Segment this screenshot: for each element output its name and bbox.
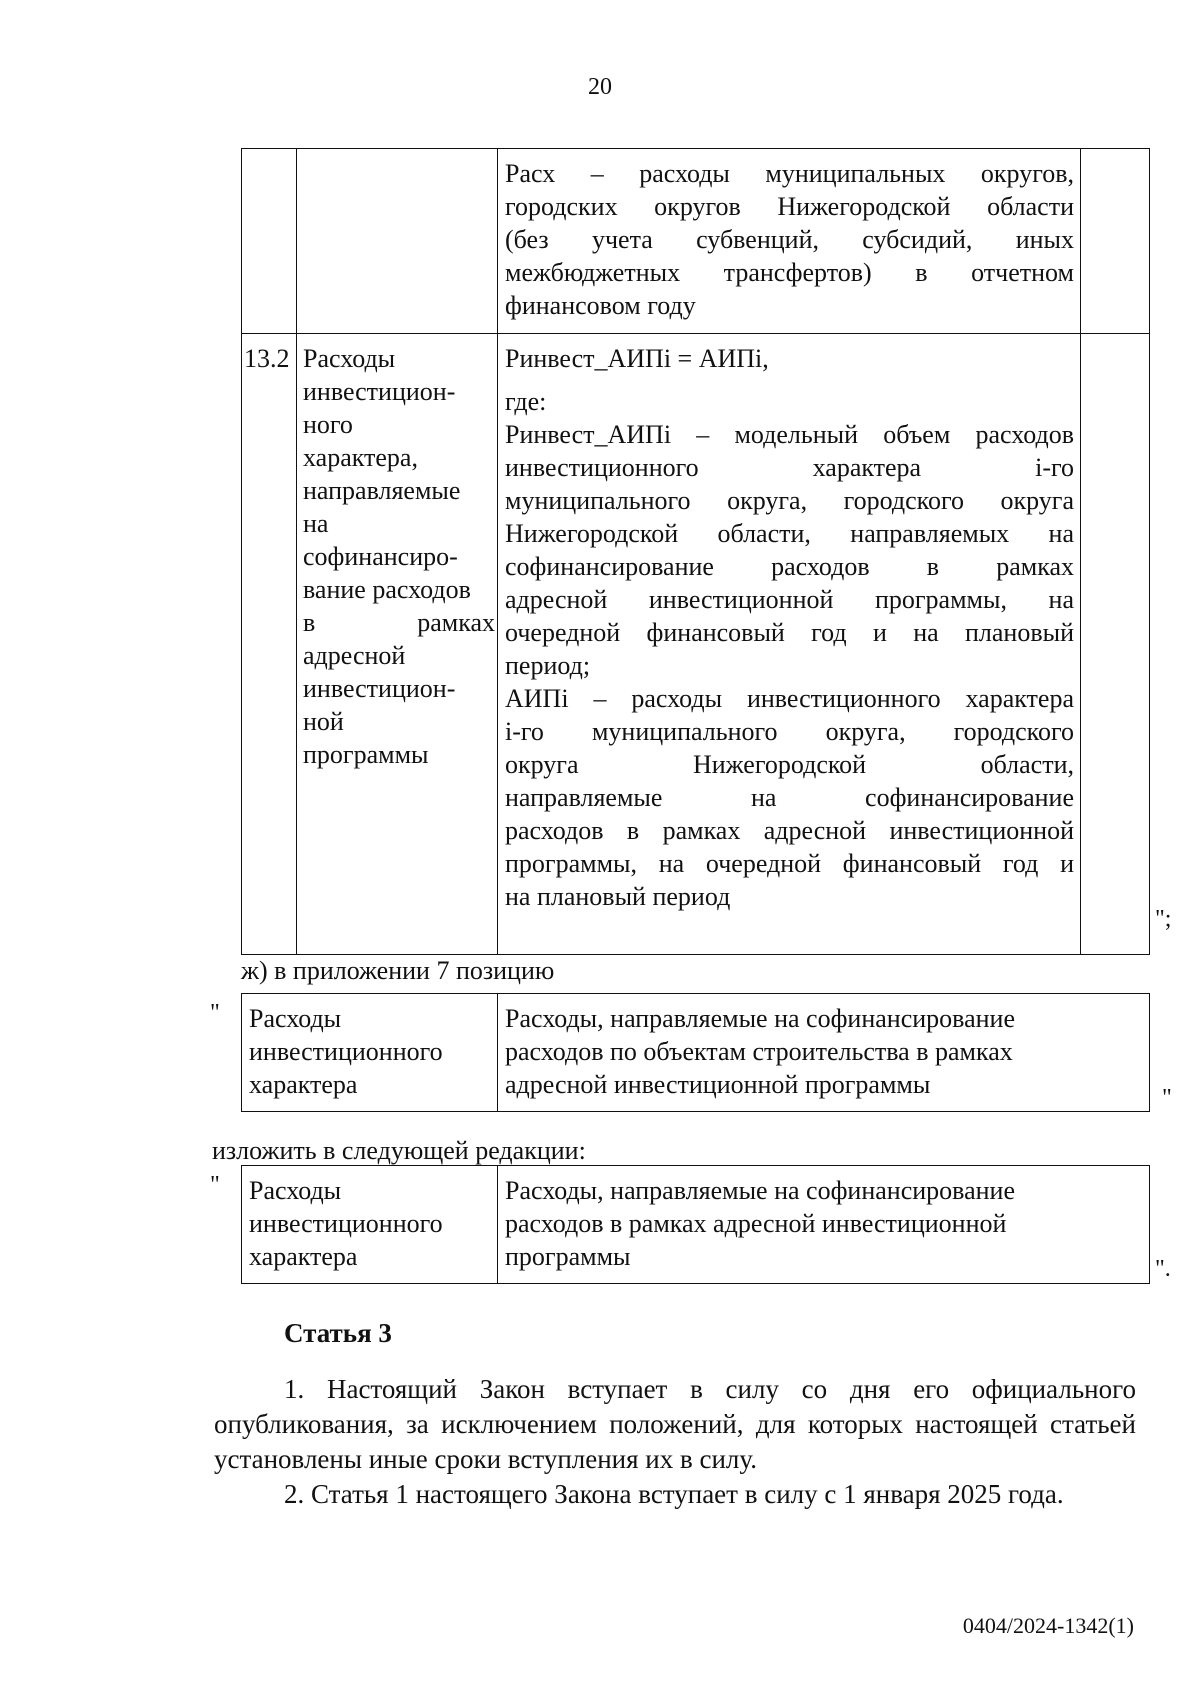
description-line: (без учета субвенций, субсидий, иных	[505, 225, 1074, 254]
name-line: Расходы	[303, 344, 396, 373]
description-line: инвестиционного характера i-го	[505, 453, 1074, 482]
description-line: расходов в рамках адресной инвестиционной	[505, 816, 1074, 845]
description-line: адресной инвестиционной программы, на	[505, 585, 1074, 614]
close-quote-mark: ";	[1155, 906, 1172, 932]
name-line: характера	[249, 1242, 358, 1271]
description-line: расходов в рамках адресной инвестиционной	[505, 1209, 1007, 1238]
description-line: финансовом году	[505, 291, 696, 320]
description-line: где:	[505, 387, 547, 416]
article-title: Статья 3	[284, 1318, 392, 1348]
paragraph-zh: ж) в приложении 7 позицию	[241, 956, 555, 985]
row-number-cell: 13.2	[242, 334, 297, 955]
description-line: межбюджетных трансфертов) в отчетном	[505, 258, 1074, 287]
description-line: АИПi – расходы инвестиционного характера	[505, 684, 1074, 713]
description-line: очередной финансовый год и на плановый	[505, 618, 1074, 647]
close-quote-mark: "	[1162, 1085, 1172, 1111]
name-line: в рамках	[303, 608, 495, 637]
new-position-table	[241, 1165, 1150, 1284]
paragraph-new-edition: изложить в следующей редакции:	[212, 1136, 586, 1165]
name-line: характера,	[303, 443, 418, 472]
position-description-cell	[498, 994, 1150, 1112]
description-line: Расх – расходы муниципальных округов,	[505, 159, 1074, 188]
amendment-table	[241, 148, 1150, 955]
description-line: Расходы, направляемые на софинансирование	[505, 1176, 1016, 1205]
name-line: адресной	[303, 641, 406, 670]
name-line: программы	[303, 740, 429, 769]
row-number-cell	[242, 149, 297, 334]
name-line: ной	[303, 707, 344, 736]
description-line: программы	[505, 1242, 631, 1271]
description-line: на плановый период	[505, 882, 731, 911]
description-line: адресной инвестиционной программы	[505, 1070, 931, 1099]
table-row	[242, 149, 1150, 334]
document-code: 0404/2024-1342(1)	[962, 1613, 1134, 1638]
description-line: округа Нижегородской области,	[505, 750, 1074, 779]
position-name-cell	[242, 1166, 498, 1284]
formula: Ринвест_АИПi = АИПi,	[505, 344, 769, 373]
article-body	[214, 1372, 1136, 1512]
name-line: ного	[303, 410, 353, 439]
description-line: Нижегородской области, направляемых на	[505, 519, 1074, 548]
name-line: на	[303, 509, 329, 538]
description-line: городских округов Нижегородской области	[505, 192, 1074, 221]
row-name-cell	[297, 149, 498, 334]
row-name-cell	[297, 334, 498, 955]
open-quote-mark: "	[210, 1172, 220, 1198]
name-line: инвестиционного	[249, 1209, 443, 1238]
position-name-cell	[242, 994, 498, 1112]
description-line: программы, на очередной финансовый год и	[505, 849, 1074, 878]
row-extra-cell	[1081, 149, 1150, 334]
description-line: софинансирование расходов в рамках	[505, 552, 1074, 581]
row-description-cell	[498, 149, 1081, 334]
description-line: i-го муниципального округа, городского	[505, 717, 1074, 746]
description-line: период;	[505, 651, 591, 680]
name-line: направляемые	[303, 476, 461, 505]
article-paragraph: 1. Настоящий Закон вступает в силу со дня его официального опубликования, за исключением положений, для которых настоящей статьей установлены иные сроки вступления их в силу.	[214, 1374, 1136, 1474]
page-number: 20	[588, 74, 612, 100]
name-line: инвестицион-	[303, 674, 456, 703]
name-line: характера	[249, 1070, 358, 1099]
name-line: Расходы	[249, 1004, 342, 1033]
row-description-cell	[498, 334, 1081, 955]
position-description-cell	[498, 1166, 1150, 1284]
close-quote-mark: ".	[1155, 1256, 1171, 1282]
table-row	[242, 334, 1150, 955]
description-line: расходов по объектам строительства в рамках	[505, 1037, 1013, 1066]
name-line: инвестицион-	[303, 377, 456, 406]
description-line: Ринвест_АИПi – модельный объем расходов	[505, 420, 1074, 449]
name-line: вание расходов	[303, 575, 471, 604]
name-line: инвестиционного	[249, 1037, 443, 1066]
name-line: Расходы	[249, 1176, 342, 1205]
row-extra-cell	[1081, 334, 1150, 955]
open-quote-mark: "	[210, 1000, 220, 1026]
article-paragraph: 2. Статья 1 настоящего Закона вступает в силу с 1 января 2025 года.	[284, 1479, 1064, 1509]
description-line: муниципального округа, городского округа	[505, 486, 1074, 515]
table-row	[242, 1166, 1150, 1284]
old-position-table	[241, 993, 1150, 1112]
name-line: софинансиро-	[303, 542, 458, 571]
description-line: направляемые на софинансирование	[505, 783, 1074, 812]
table-row	[242, 994, 1150, 1112]
description-line: Расходы, направляемые на софинансирование	[505, 1004, 1016, 1033]
